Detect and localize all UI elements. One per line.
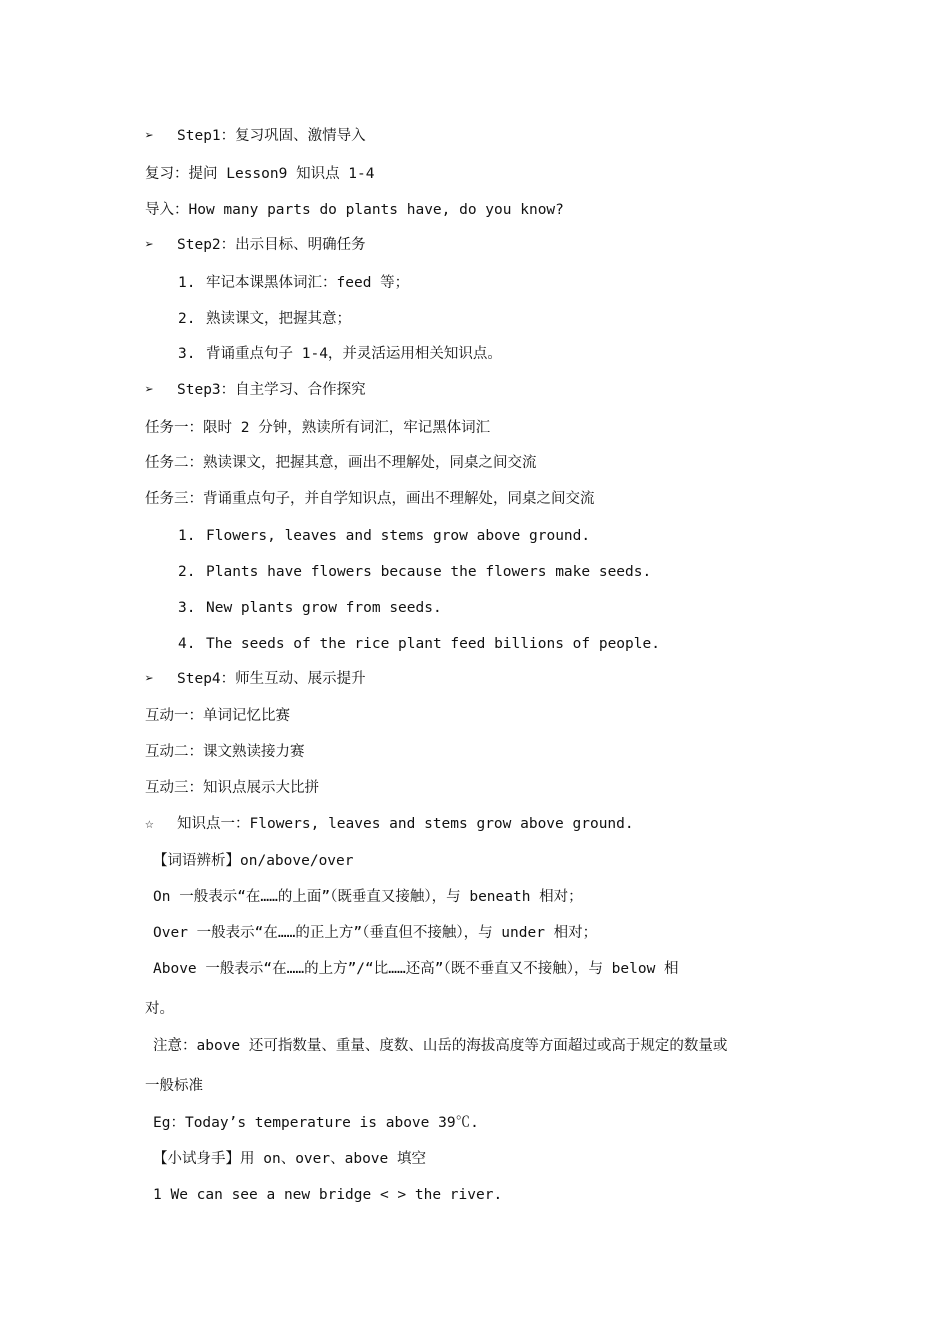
activity-line: 互动二：课文熟读接力赛 (145, 744, 305, 760)
step3-heading: ➢ Step3：自主学习、合作探究 (145, 382, 366, 398)
intro-line: 导入：How many parts do plants have, do you know? (145, 202, 564, 218)
step4-heading: ➢ Step4：师生互动、展示提升 (145, 671, 366, 687)
arrow-bullet-icon: ➢ (145, 382, 154, 398)
star-icon: ☆ (145, 816, 154, 832)
goal-item: 1. 牢记本课黑体词汇：feed 等； (178, 275, 410, 291)
sentence-item: 4. The seeds of the rice plant feed billions of people. (178, 636, 660, 652)
above-explanation: Above 一般表示“在……的上方”/“比……还高”（既不垂直又不接触），与 below 相 (153, 961, 679, 977)
above-explanation-cont: 对。 (145, 1001, 174, 1017)
task-line: 任务二：熟读课文，把握其意，画出不理解处，同桌之间交流 (145, 455, 537, 471)
on-explanation: On 一般表示“在……的上面”（既垂直又接触），与 beneath 相对； (153, 889, 583, 905)
over-explanation: Over 一般表示“在……的正上方”（垂直但不接触），与 under 相对； (153, 925, 598, 941)
example-line: Eg：Today’s temperature is above 39℃. (153, 1115, 479, 1131)
goal-item: 3. 背诵重点句子 1-4，并灵活运用相关知识点。 (178, 346, 502, 362)
sentence-item: 1. Flowers, leaves and stems grow above ground. (178, 528, 591, 544)
sentence-item: 3. New plants grow from seeds. (178, 600, 442, 616)
sentence-item: 2. Plants have flowers because the flowers make seeds. (178, 564, 652, 580)
review-line: 复习：提问 Lesson9 知识点 1-4 (145, 166, 375, 182)
arrow-bullet-icon: ➢ (145, 237, 154, 253)
activity-line: 互动三：知识点展示大比拼 (145, 780, 319, 796)
note-line-cont: 一般标准 (145, 1078, 203, 1094)
task-line: 任务三：背诵重点句子，并自学知识点，画出不理解处，同桌之间交流 (145, 491, 595, 507)
task-line: 任务一：限时 2 分钟，熟读所有词汇，牢记黑体词汇 (145, 420, 491, 436)
activity-line: 互动一：单词记忆比赛 (145, 708, 290, 724)
step2-heading: ➢ Step2：出示目标、明确任务 (145, 237, 366, 253)
step1-heading: ➢ Step1：复习巩固、激情导入 (145, 128, 366, 144)
exercise-question: 1 We can see a new bridge < > the river. (153, 1187, 503, 1203)
exercise-heading: 【小试身手】用 on、over、above 填空 (153, 1151, 426, 1167)
arrow-bullet-icon: ➢ (145, 128, 154, 144)
knowledge-point: ☆ 知识点一：Flowers, leaves and stems grow above ground. (145, 816, 634, 832)
note-line: 注意：above 还可指数量、重量、度数、山岳的海拔高度等方面超过或高于规定的数量或 (153, 1038, 728, 1054)
vocab-heading: 【词语辨析】on/above/over (153, 853, 354, 869)
arrow-bullet-icon: ➢ (145, 671, 154, 687)
goal-item: 2. 熟读课文，把握其意； (178, 311, 351, 327)
